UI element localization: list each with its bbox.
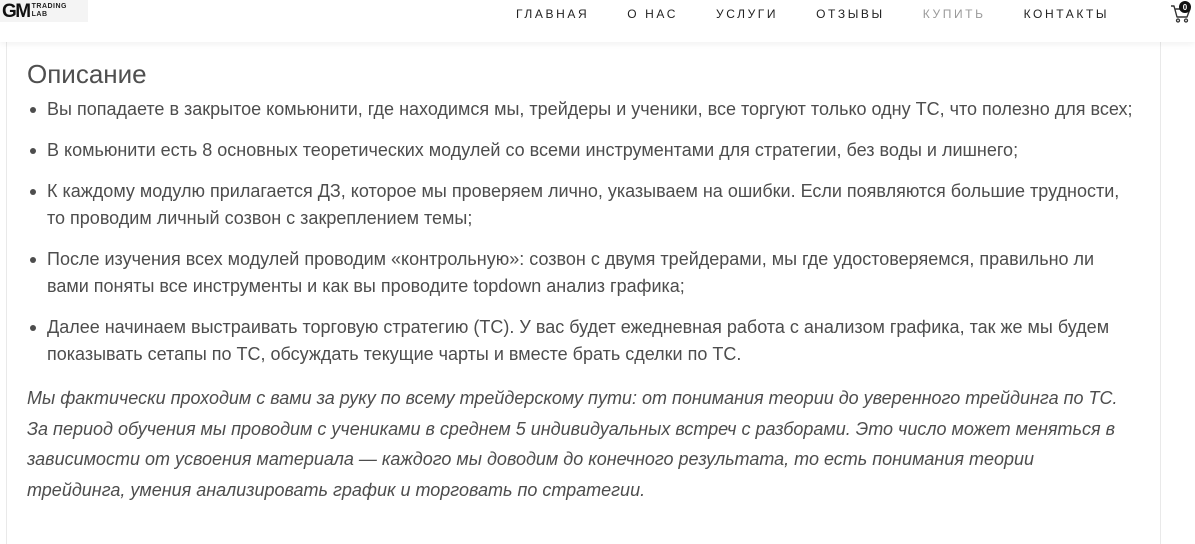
cart-count-badge: 0 [1179,1,1191,13]
description-section [6,42,1161,544]
logo-mark: GM [2,0,30,22]
section-title: Описание [27,59,147,89]
list-item: После изучения всех модулей проводим «контрольную»: созвон с двумя трейдерами, мы где удостоверяемся, правильно ли вами поняты все инструменты и как вы проводите topdown анализ графика; [27,246,1140,300]
feature-list [27,96,1140,368]
list-item: К каждому модулю прилагается ДЗ, которое мы проверяем лично, указываем на ошибки. Если появляются большие трудности, то проводим личный созвон с закреплением темы; [27,178,1140,232]
nav-item-reviews[interactable]: ОТЗЫВЫ [816,7,885,21]
list-item: Вы попадаете в закрытое комьюнити, где находимся мы, трейдеры и ученики, все торгуют только одну ТС, что полезно для всех; [27,96,1140,123]
logo-line-2: LAB [31,11,48,18]
main-nav [516,7,1147,21]
logo[interactable] [0,0,88,22]
logo-line-1: TRADING [31,3,67,10]
nav-item-buy[interactable]: КУПИТЬ [922,7,986,21]
site-header [0,0,1195,42]
nav-item-about[interactable]: О НАС [627,7,678,21]
nav-item-contacts[interactable]: КОНТАКТЫ [1023,7,1110,21]
nav-item-home[interactable]: ГЛАВНАЯ [516,7,590,21]
nav-item-services[interactable]: УСЛУГИ [716,7,779,21]
logo-subtitle [32,3,67,19]
cart-button[interactable] [1170,2,1192,24]
list-item: Далее начинаем выстраивать торговую стратегию (ТС). У вас будет ежедневная работа с анализом графика, так же мы будем показывать сетапы по ТС, обсуждать текущие чарты и вместе брать сделки по ТС. [27,314,1140,368]
list-item: В комьюнити есть 8 основных теоретических модулей со всеми инструментами для стратегии, без воды и лишнего; [27,137,1140,164]
summary-paragraph: Мы фактически проходим с вами за руку по всему трейдерскому пути: от понимания теории до уверенного трейдинга по ТС. За период обучения мы проводим с учениками в среднем 5 индивидуальных встреч с разборами. Это число может меняться в зависимости от усвоения материала — каждого мы доводим до конечного результата, то есть понимания теории трейдинга, умения анализировать график и торговать по стратегии. [27,388,1118,500]
